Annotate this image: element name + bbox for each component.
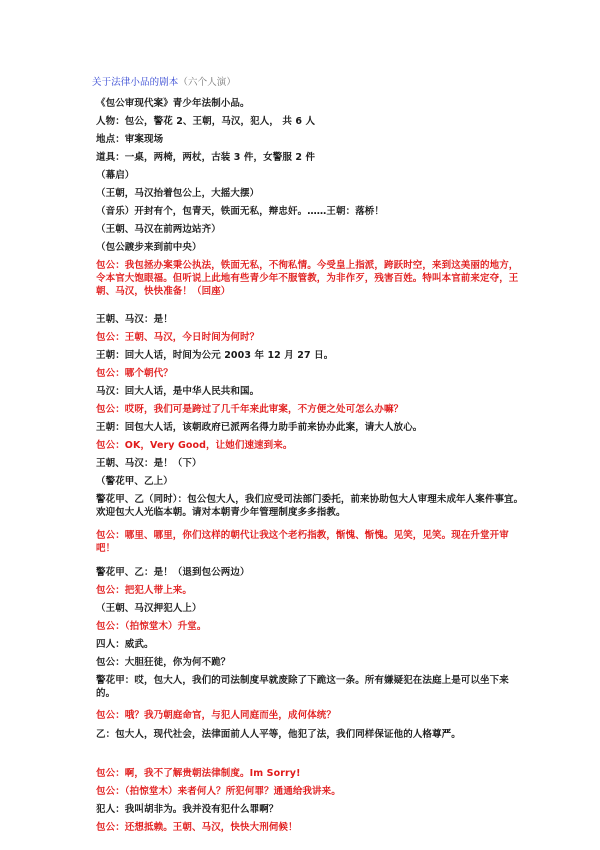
script-line: 包公：（拍惊堂木）升堂。 (96, 621, 207, 632)
script-line: 犯人：我叫胡非为。我并没有犯什么罪啊？ (96, 804, 279, 815)
script-line: 四人：威武。 (96, 639, 154, 650)
script-line: 包公：（拍惊堂木）来者何人？所犯何罪？通通给我讲来。 (96, 786, 341, 797)
script-line: 人物：包公，警花 2、王朝，马汉，犯人， 共 6 人 (96, 116, 316, 127)
script-line: （包公踱步来到前中央） (96, 242, 202, 253)
script-line: （王朝，马汉抬着包公上，大摇大摆） (96, 188, 260, 199)
script-line: （幕启） (96, 170, 135, 181)
script-line: 包公：哪里、哪里，你们这样的朝代让我这个老朽指教，惭愧、惭愧。见笑，见笑。现在升堂开审吧！ (96, 530, 509, 554)
script-line: 警花甲、乙：是！（退到包公两边） (96, 567, 250, 578)
script-line: 乙：包大人，现代社会，法律面前人人平等，他犯了法，我们同样保证他的人格尊严。 (96, 729, 461, 740)
script-line: 包公：大胆狂徒，你为何不跪？ (96, 657, 231, 668)
script-line: 包公：我包拯办案秉公执法，铁面无私，不徇私情。今受皇上指派，跨跃时空，来到这美丽的地方，令本官大饱眼福。但听说上此地有些青少年不服管教，为非作歹，残害百姓。特叫本官前来定夺，王朝、马汉，快快准备！（回座） (96, 260, 519, 297)
title-main: 关于法律小品的剧本 (92, 77, 179, 88)
script-line: （王朝、马汉押犯人上） (96, 603, 202, 614)
script-line: （警花甲、乙上） (96, 476, 173, 487)
script-line: 包公：哎呀，我们可是跨过了几千年来此审案，不方便之处可怎么办嘛？ (96, 404, 404, 415)
script-line: 道具：一桌，两椅，两杖，古装 3 件，女警服 2 件 (96, 152, 316, 163)
script-line: （音乐）开封有个，包青天，铁面无私，辩忠奸。……王朝：落桥！ (96, 206, 385, 217)
script-line: 王朝、马汉：是！ (96, 314, 173, 325)
script-line: 包公：啊，我不了解贵朝法律制度。Im Sorry! (96, 768, 301, 779)
script-line: 包公：把犯人带上来。 (96, 585, 193, 596)
script-line: 王朝、马汉：是！（下） (96, 458, 202, 469)
script-line: 警花甲、乙（同时）：包公包大人，我们应受司法部门委托，前来协助包大人审理未成年人案件事宜。欢迎包大人光临本朝。请对本朝青少年管理制度多多指教。 (96, 494, 524, 518)
script-line: 包公：哦？我乃朝庭命官，与犯人同庭而坐，成何体统？ (96, 710, 337, 721)
title-paren: （六个人演） (178, 77, 237, 88)
script-line: 警花甲：哎，包大人，我们的司法制度早就废除了下跪这一条。所有嫌疑犯在法庭上是可以坐下来的。 (96, 675, 509, 699)
script-line: 包公：OK，Very Good，让她们速速到来。 (96, 440, 293, 451)
script-line: 包公：哪个朝代？ (96, 368, 173, 379)
script-line: 马汉：回大人话，是中华人民共和国。 (96, 386, 260, 397)
script-line: 包公：王朝、马汉，今日时间为何时？ (96, 332, 260, 343)
script-line: 王朝：回大人话，时间为公元 2003 年 12 月 27 日。 (96, 350, 334, 361)
script-line: 《包公审现代案》青少年法制小品。 (96, 98, 250, 109)
script-line: （王朝、马汉在前两边站齐） (96, 224, 221, 235)
script-line: 王朝：回包大人话，该朝政府已派两名得力助手前来协办此案，请大人放心。 (96, 422, 423, 433)
script-line: 地点：审案现场 (96, 134, 164, 145)
script-line: 包公：还想抵赖。王朝、马汉，快快大刑伺候！ (96, 822, 298, 833)
document-title (92, 76, 236, 89)
